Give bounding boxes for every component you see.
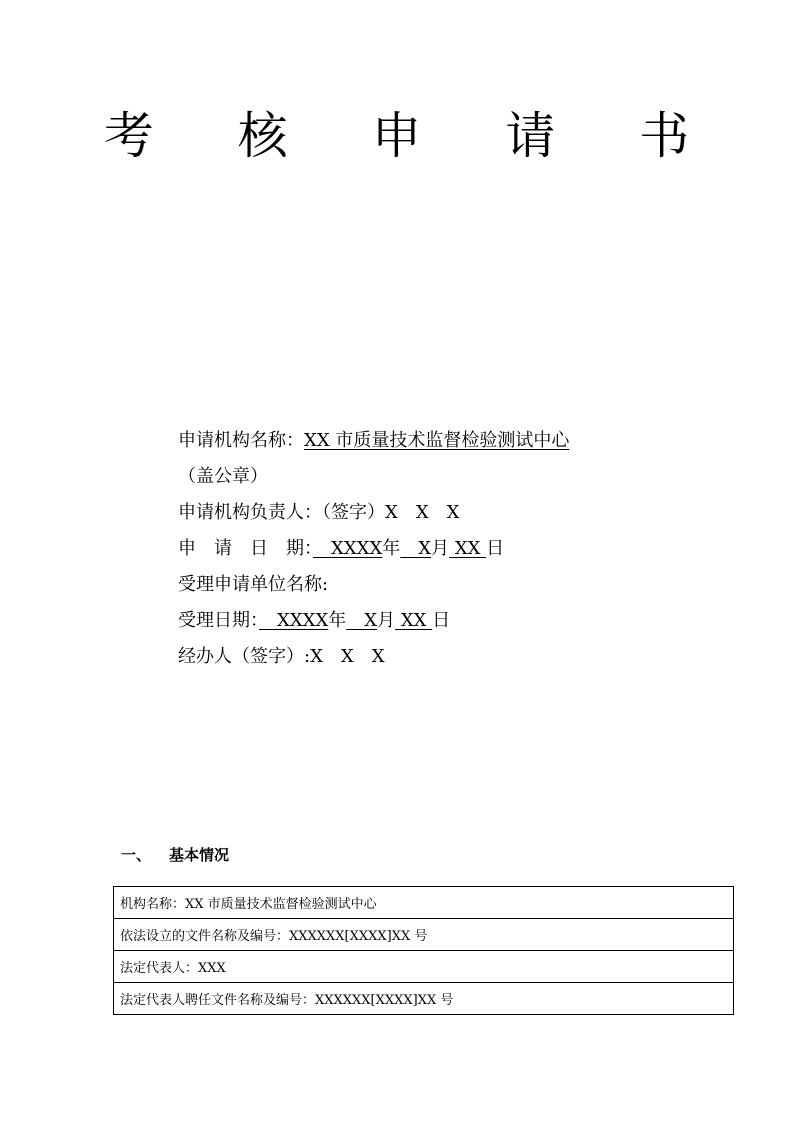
section-number: 一、 bbox=[121, 846, 152, 864]
accept-date-year-unit: 年 bbox=[328, 610, 347, 631]
apply-date-label: 申 请 日 期： bbox=[178, 538, 313, 559]
apply-date-month-unit: 月 bbox=[431, 538, 450, 559]
apply-date-row bbox=[178, 536, 569, 572]
table-row bbox=[114, 919, 734, 951]
accept-date-day-unit: 日 bbox=[432, 610, 451, 631]
table-row bbox=[114, 983, 734, 1015]
accept-date-row bbox=[178, 608, 569, 644]
table-cell-legal-doc: 依法设立的文件名称及编号：XXXXXX[XXXX]XX 号 bbox=[114, 919, 734, 951]
table-cell-org-name: 机构名称：XX 市质量技术监督检验测试中心 bbox=[114, 887, 734, 919]
section-title: 基本情况 bbox=[169, 846, 230, 864]
accept-unit-label: 受理申请单位名称: bbox=[178, 574, 329, 595]
accept-date-year: XXXX bbox=[259, 610, 329, 631]
seal-note: （盖公章） bbox=[178, 466, 268, 487]
apply-date-year-unit: 年 bbox=[382, 538, 401, 559]
table-row bbox=[114, 887, 734, 919]
responsible-row bbox=[178, 500, 569, 536]
apply-date-day-unit: 日 bbox=[486, 538, 505, 559]
table-cell-legal-rep: 法定代表人：XXX bbox=[114, 951, 734, 983]
table-row bbox=[114, 951, 734, 983]
section-heading bbox=[121, 844, 229, 865]
accept-date-label: 受理日期： bbox=[178, 610, 259, 631]
accept-date-month-unit: 月 bbox=[377, 610, 396, 631]
org-name-row bbox=[178, 428, 569, 464]
basic-info-table bbox=[113, 886, 734, 1015]
application-form bbox=[178, 428, 569, 680]
handler-row bbox=[178, 644, 569, 680]
table-cell-appointment-doc: 法定代表人聘任文件名称及编号：XXXXXX[XXXX]XX 号 bbox=[114, 983, 734, 1015]
org-name-value: XX 市质量技术监督检验测试中心 bbox=[304, 430, 570, 451]
org-name-label: 申请机构名称： bbox=[178, 430, 304, 451]
document-title: 考 核 申 请 书 bbox=[103, 107, 724, 165]
accept-date-month: X bbox=[346, 610, 378, 631]
apply-date-month: X bbox=[400, 538, 432, 559]
responsible-value: X X X bbox=[385, 502, 460, 523]
accept-date-day: XX bbox=[395, 610, 433, 631]
apply-date-day: XX bbox=[449, 538, 487, 559]
handler-value: X X X bbox=[310, 646, 385, 667]
apply-date-year: XXXX bbox=[313, 538, 383, 559]
responsible-label: 申请机构负责人：（签字） bbox=[178, 502, 385, 523]
handler-label: 经办人（签字）: bbox=[178, 646, 311, 667]
